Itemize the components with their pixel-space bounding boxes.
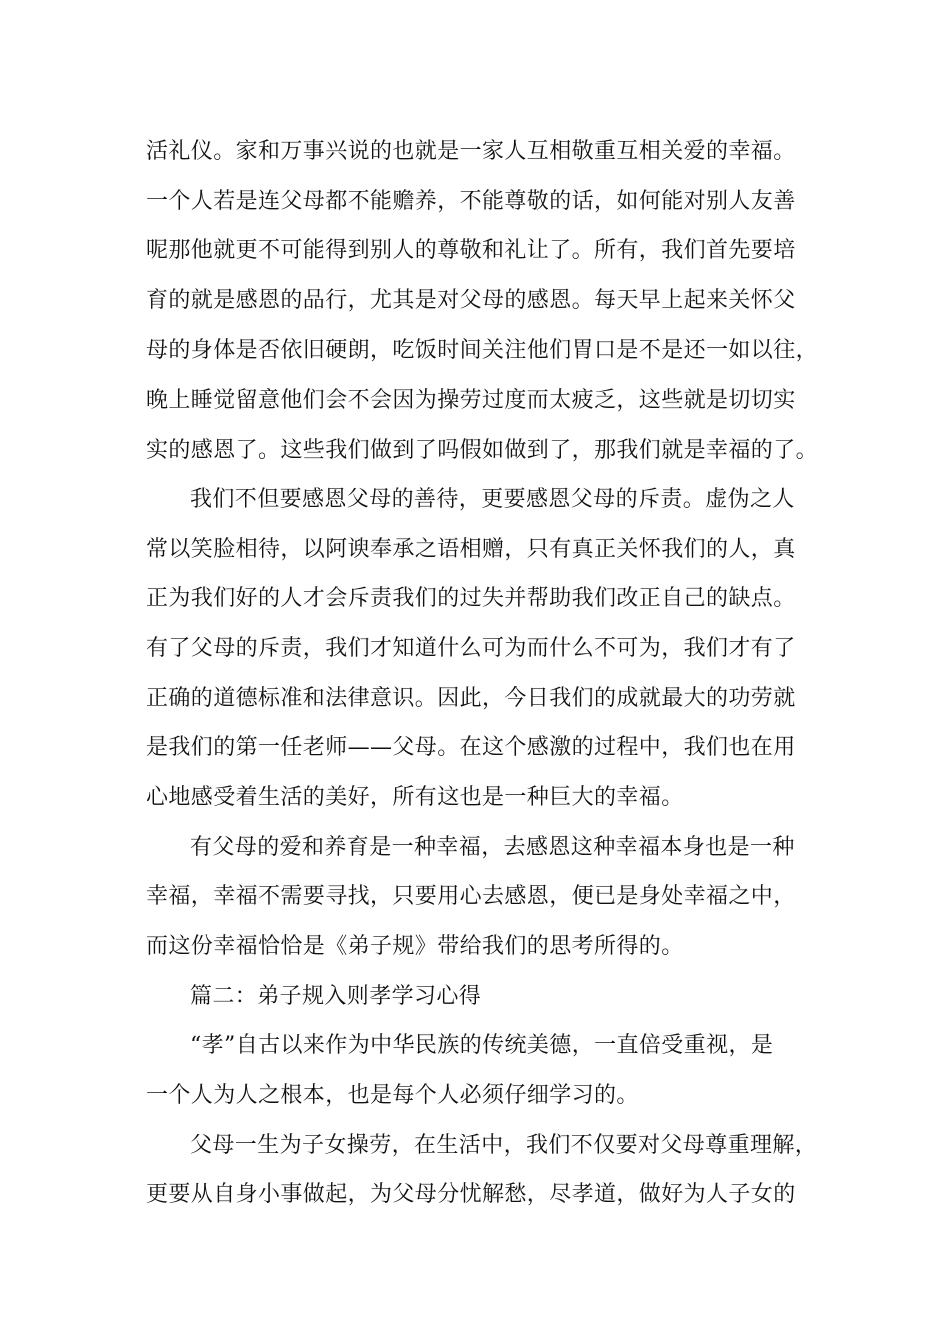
text-line: 一个人为人之根本，也是每个人必须仔细学习的。 (146, 1083, 639, 1108)
text-line: 育的就是感恩的品行，尤其是对父母的感恩。每天早上起来关怀父 (146, 288, 796, 313)
text-line: 实的感恩了。这些我们做到了吗假如做到了，那我们就是幸福的了。 (146, 438, 819, 463)
text-line: 母的身体是否依旧硬朗，吃饭时间关注他们胃口是不是还一如以往， (146, 338, 819, 363)
text-line: 有父母的爱和养育是一种幸福，去感恩这种幸福本身也是一种 (190, 835, 795, 860)
section-heading: 篇二：弟子规入则孝学习心得 (190, 984, 482, 1009)
text-line: 更要从自身小事做起，为父母分忧解愁，尽孝道，做好为人子女的 (146, 1182, 796, 1207)
text-line: 我们不但要感恩父母的善待，更要感恩父母的斥责。虚伪之人 (190, 487, 795, 512)
text-line: 呢那他就更不可能得到别人的尊敬和礼让了。所有，我们首先要培 (146, 238, 796, 263)
text-line: 幸福，幸福不需要寻找，只要用心去感恩，便已是身处幸福之中， (146, 884, 796, 909)
text-line: 晚上睡觉留意他们会不会因为操劳过度而太疲乏，这些就是切切实 (146, 388, 796, 413)
text-line: 正确的道德标准和法律意识。因此，今日我们的成就最大的功劳就 (146, 686, 796, 711)
text-line: 一个人若是连父母都不能赡养，不能尊敬的话，如何能对别人友善 (146, 189, 796, 214)
text-line: 而这份幸福恰恰是《弟子规》带给我们的思考所得的。 (146, 934, 684, 959)
text-line: 心地感受着生活的美好，所有这也是一种巨大的幸福。 (146, 785, 684, 810)
text-line: 有了父母的斥责，我们才知道什么可为而什么不可为，我们才有了 (146, 636, 796, 661)
text-line: 正为我们好的人才会斥责我们的过失并帮助我们改正自己的缺点。 (146, 586, 796, 611)
text-line: “孝”自古以来作为中华民族的传统美德，一直倍受重视，是 (190, 1033, 774, 1058)
text-line: 常以笑脸相待，以阿谀奉承之语相赠，只有真正关怀我们的人，真 (146, 537, 796, 562)
text-line: 父母一生为子女操劳，在生活中，我们不仅要对父母尊重理解， (190, 1133, 818, 1158)
text-line: 活礼仪。家和万事兴说的也就是一家人互相敬重互相关爱的幸福。 (146, 139, 796, 164)
text-line: 是我们的第一任老师——父母。在这个感激的过程中，我们也在用 (146, 735, 796, 760)
